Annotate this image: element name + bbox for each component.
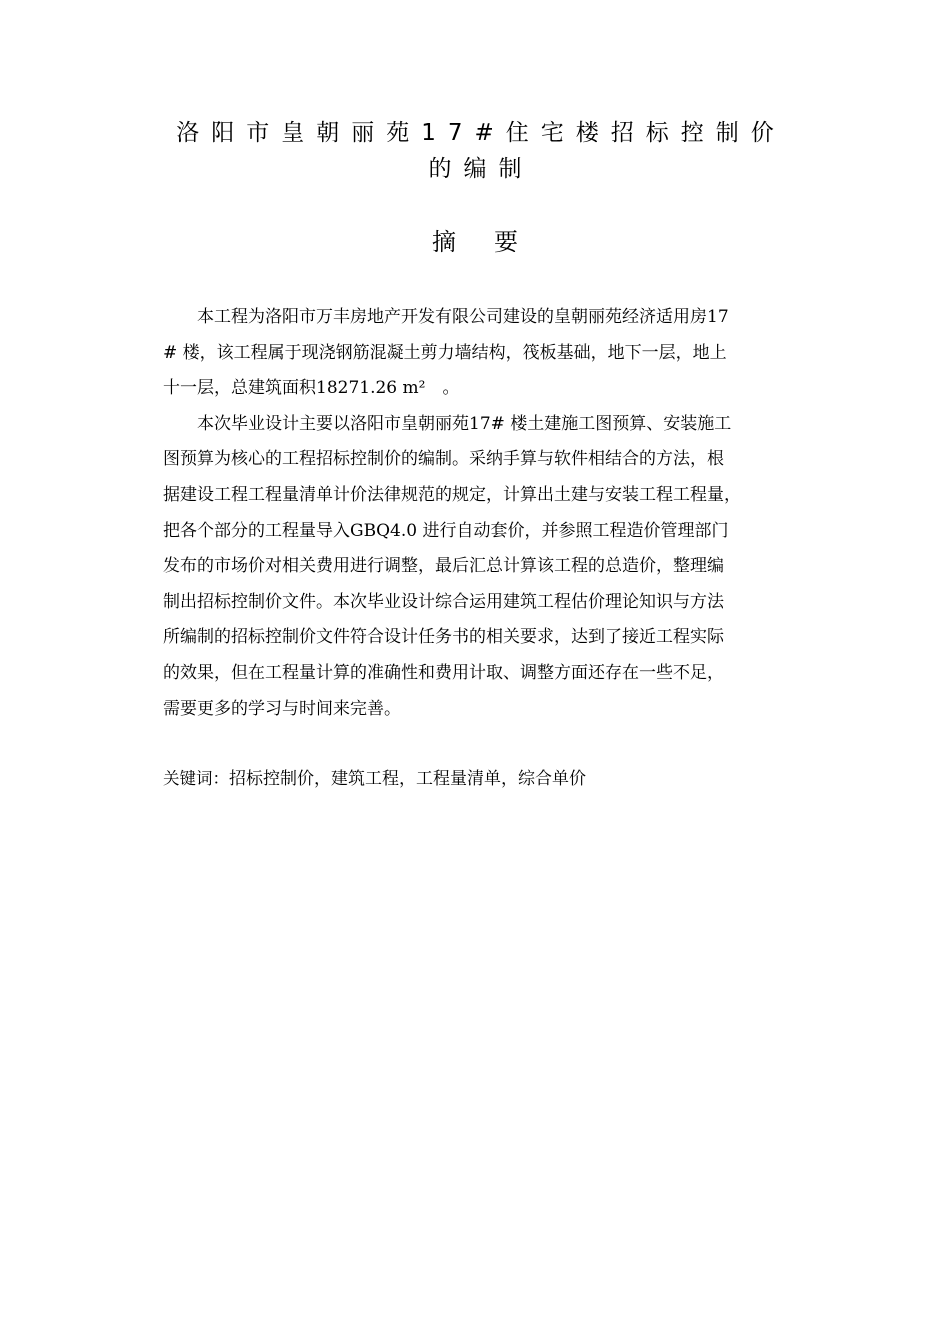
abstract-paragraph-1 xyxy=(163,300,807,407)
text-line: 十一层，总建筑面积18271.26 m² 。 xyxy=(163,378,460,399)
keywords-line xyxy=(163,764,807,794)
text-line: 的效果，但在工程量计算的准确性和费用计取、调整方面还存在一些不足， xyxy=(163,662,724,683)
abstract-heading: 摘要 xyxy=(432,228,556,256)
text-line: 发布的市场价对相关费用进行调整，最后汇总计算该工程的总造价，整理编 xyxy=(163,556,724,577)
text-line: 所编制的招标控制价文件符合设计任务书的相关要求，达到了接近工程实际 xyxy=(163,627,724,648)
text-line: 本次毕业设计主要以洛阳市皇朝丽苑17# 楼土建施工图预算、安装施工 xyxy=(163,413,732,434)
text-line: 制出招标控制价文件。本次毕业设计综合运用建筑工程估价理论知识与方法 xyxy=(163,591,724,612)
document-title-line-1: 洛阳市皇朝丽苑17#住宅楼招标控制价 xyxy=(176,120,786,146)
abstract-body xyxy=(163,300,807,727)
keywords-value: 招标控制价，建筑工程，工程量清单，综合单价 xyxy=(229,769,586,789)
text-line: 把各个部分的工程量导入GBQ4.0 进行自动套价，并参照工程造价管理部门 xyxy=(163,520,729,541)
text-line: 图预算为核心的工程招标控制价的编制。采纳手算与软件相结合的方法，根 xyxy=(163,449,724,470)
text-line: # 楼，该工程属于现浇钢筋混凝土剪力墙结构，筏板基础，地下一层，地上 xyxy=(163,342,727,363)
text-line: 据建设工程工程量清单计价法律规范的规定，计算出土建与安装工程工程量， xyxy=(163,484,741,505)
document-title-line-2: 的编制 xyxy=(428,156,534,182)
text-line: 本工程为洛阳市万丰房地产开发有限公司建设的皇朝丽苑经济适用房17 xyxy=(163,307,729,327)
abstract-paragraph-2 xyxy=(163,407,807,727)
keywords-label: 关键词： xyxy=(163,769,229,788)
text-line: 需要更多的学习与时间来完善。 xyxy=(163,698,401,719)
